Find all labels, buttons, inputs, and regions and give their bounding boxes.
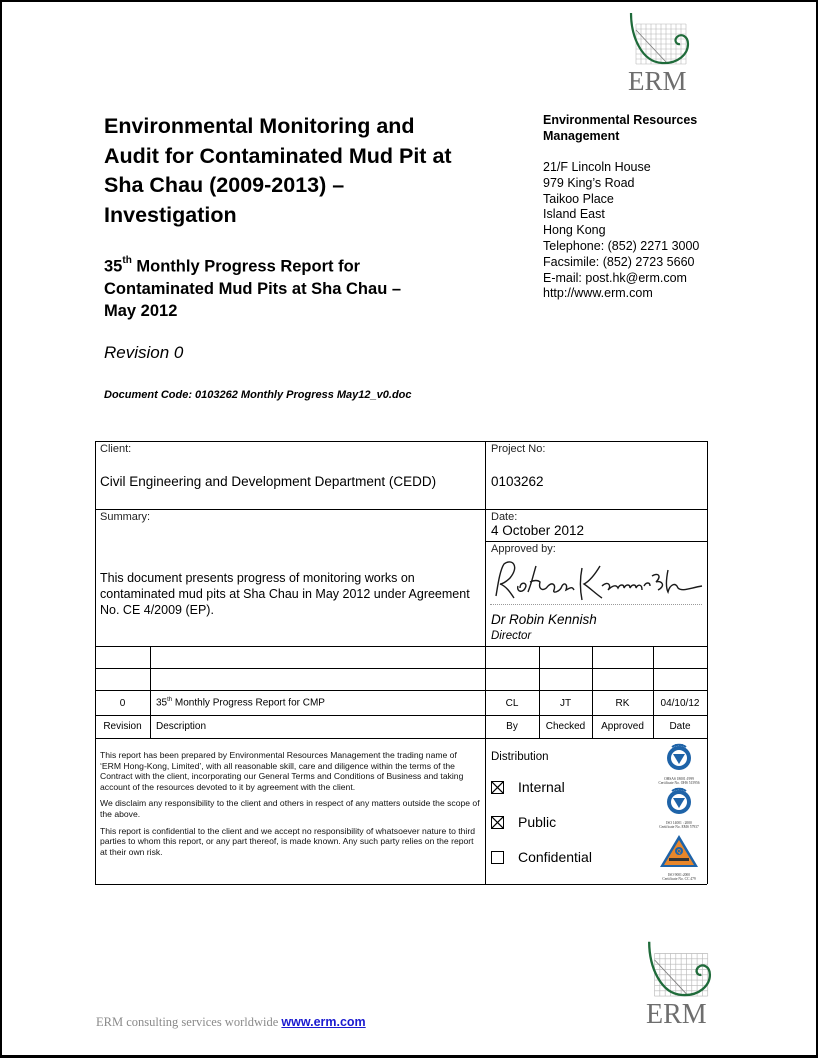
by-value: CL [505,698,519,709]
distribution-label: Distribution [491,751,549,763]
revision-label: Revision 0 [104,343,184,362]
cert-caption: ISO 9001:2000 [667,873,691,877]
bsi-badge-icon [664,742,694,772]
email[interactable]: E-mail: post.hk@erm.com [543,270,687,285]
subtitle-line: May 2012 [104,301,178,320]
table-divider [95,668,707,669]
cert-caption: OHSAS 18001:1999 [664,777,694,781]
client-label: Client: [100,443,132,455]
erm-logo-text: ERM [628,66,687,96]
project-no-value: 0103262 [491,474,544,489]
distribution-internal[interactable] [491,779,565,795]
table-divider [485,441,486,884]
telephone: Telephone: (852) 2271 3000 [543,238,700,253]
table-border [707,441,708,884]
table-border [95,884,707,885]
table-divider [485,541,707,542]
revision-value: 0 [119,698,126,709]
summary-label: Summary: [100,511,151,523]
column-header-description: Description [156,721,207,732]
column-header-approved: Approved [601,721,644,732]
checkbox-checked-icon[interactable] [491,781,504,794]
approved-value: RK [615,698,630,709]
column-header-checked: Checked [545,721,586,732]
distribution-item-label: Confidential [518,849,592,865]
approver-name: Dr Robin Kennish [491,612,597,627]
description-text: Monthly Progress Report for CMP [172,697,325,709]
client-value: Civil Engineering and Development Department (CEDD) [100,474,437,489]
column-header-revision: Revision [103,721,142,732]
facsimile: Facsimile: (852) 2723 5660 [543,254,695,269]
document-title [104,112,504,230]
ordinal-suffix: th [167,697,173,703]
address-line: Hong Kong [543,223,606,238]
disclaimer [100,750,480,863]
website-url[interactable]: http://www.erm.com [543,286,653,301]
report-number: 35 [104,257,123,276]
erm-logo-graphic [646,940,712,1000]
footer [96,1015,366,1030]
date-label: Date: [491,511,518,523]
cert-caption: Certificate No. OHS 515956 [658,781,700,785]
footer-text: ERM consulting services worldwide [96,1015,282,1029]
table-border [95,441,96,884]
table-divider [150,646,151,738]
approved-by-label: Approved by: [491,543,556,555]
quality-triangle-icon [659,834,699,868]
company-name [543,112,743,144]
ordinal-suffix: th [122,255,132,266]
signature-image [490,556,705,604]
erm-logo-bottom [646,940,716,1029]
erm-logo-graphic [628,12,690,67]
erm-logo-top [628,12,698,95]
distribution-public[interactable] [491,814,556,830]
disclaimer-paragraph: This report is confidential to the client and we accept no responsibility of whatsoever nature to third parties to whom this report, or any part thereof, is made known. Any such party relies on the report at their own risk. [100,825,475,857]
bsi-badge-icon [664,786,694,816]
certification-ohsas [655,742,703,785]
company-name-line: Management [543,129,620,143]
distribution-item-label: Public [518,814,557,830]
subtitle-line: Contaminated Mud Pits at Sha Chau – [104,279,402,298]
table-divider [95,690,707,691]
cert-caption: Certificate No. CC 479 [662,877,696,881]
address-line: Taikoo Place [543,191,614,206]
company-name-line: Environmental Resources [543,113,698,127]
cert-caption: ISO 14001 : 2000 [666,821,692,825]
bsi-badge-text: BSI [674,788,684,794]
disclaimer-paragraph: This report has been prepared by Environmental Resources Management the trading name of ‘ERM Hong-Kong, Limited’, with all reasonable skill, care and diligence within the terms of the Contract with the client, incorporating our General Terms and Conditions of Business and taking account of the resources devoted to it by agreement with the client. [100,750,464,792]
date-value: 4 October 2012 [491,523,585,538]
title-line: Sha Chau (2009-2013) – [104,173,345,197]
title-line: Environmental Monitoring and [104,114,415,138]
address-line: 21/F Lincoln House [543,160,651,174]
bsi-badge-text: BSI [674,744,684,750]
checkbox-unchecked-icon[interactable] [491,851,504,864]
table-divider [95,738,707,739]
title-line: Investigation [104,202,237,227]
certification-iso14001 [655,786,703,829]
table-border [95,441,707,442]
document-code: Document Code: 0103262 Monthly Progress May12_v0.doc [104,389,412,401]
cert-caption: Certificate No. EMS 57937 [659,825,699,829]
company-address [543,160,743,302]
title-line: Audit for Contaminated Mud Pit at [104,143,452,168]
erm-logo-text: ERM [646,999,707,1030]
summary-text: This document presents progress of monitoring works on contaminated mud pits at Sha Chau in May 2012 under Agreement No. CE 4/2009 (EP). [100,571,470,617]
address-line: 979 King’s Road [543,175,635,190]
column-header-date: Date [669,721,691,732]
approver-title: Director [491,630,532,642]
date-value-revision: 04/10/12 [660,698,700,709]
address-line: Island East [543,207,605,222]
disclaimer-paragraph: We disclaim any responsibility to the client and others in respect of any matters outside the scope of the above. [100,798,480,819]
signature-line [490,604,702,605]
table-divider [95,715,707,716]
certification-iso9001 [655,834,703,881]
footer-link[interactable]: www.erm.com [281,1015,366,1029]
distribution-confidential[interactable] [491,849,592,865]
checkbox-checked-icon[interactable] [491,816,504,829]
checked-value: JT [559,698,572,709]
column-header-by: By [506,721,518,732]
subtitle-line: Monthly Progress Report for [131,257,361,276]
table-divider [95,509,707,510]
table-divider [95,646,707,647]
document-subtitle [104,252,504,322]
revision-description [156,697,325,708]
project-no-label: Project No: [491,443,546,455]
q-badge-text: Q [677,849,681,855]
distribution-item-label: Internal [518,779,565,795]
description-number: 35 [156,697,168,709]
